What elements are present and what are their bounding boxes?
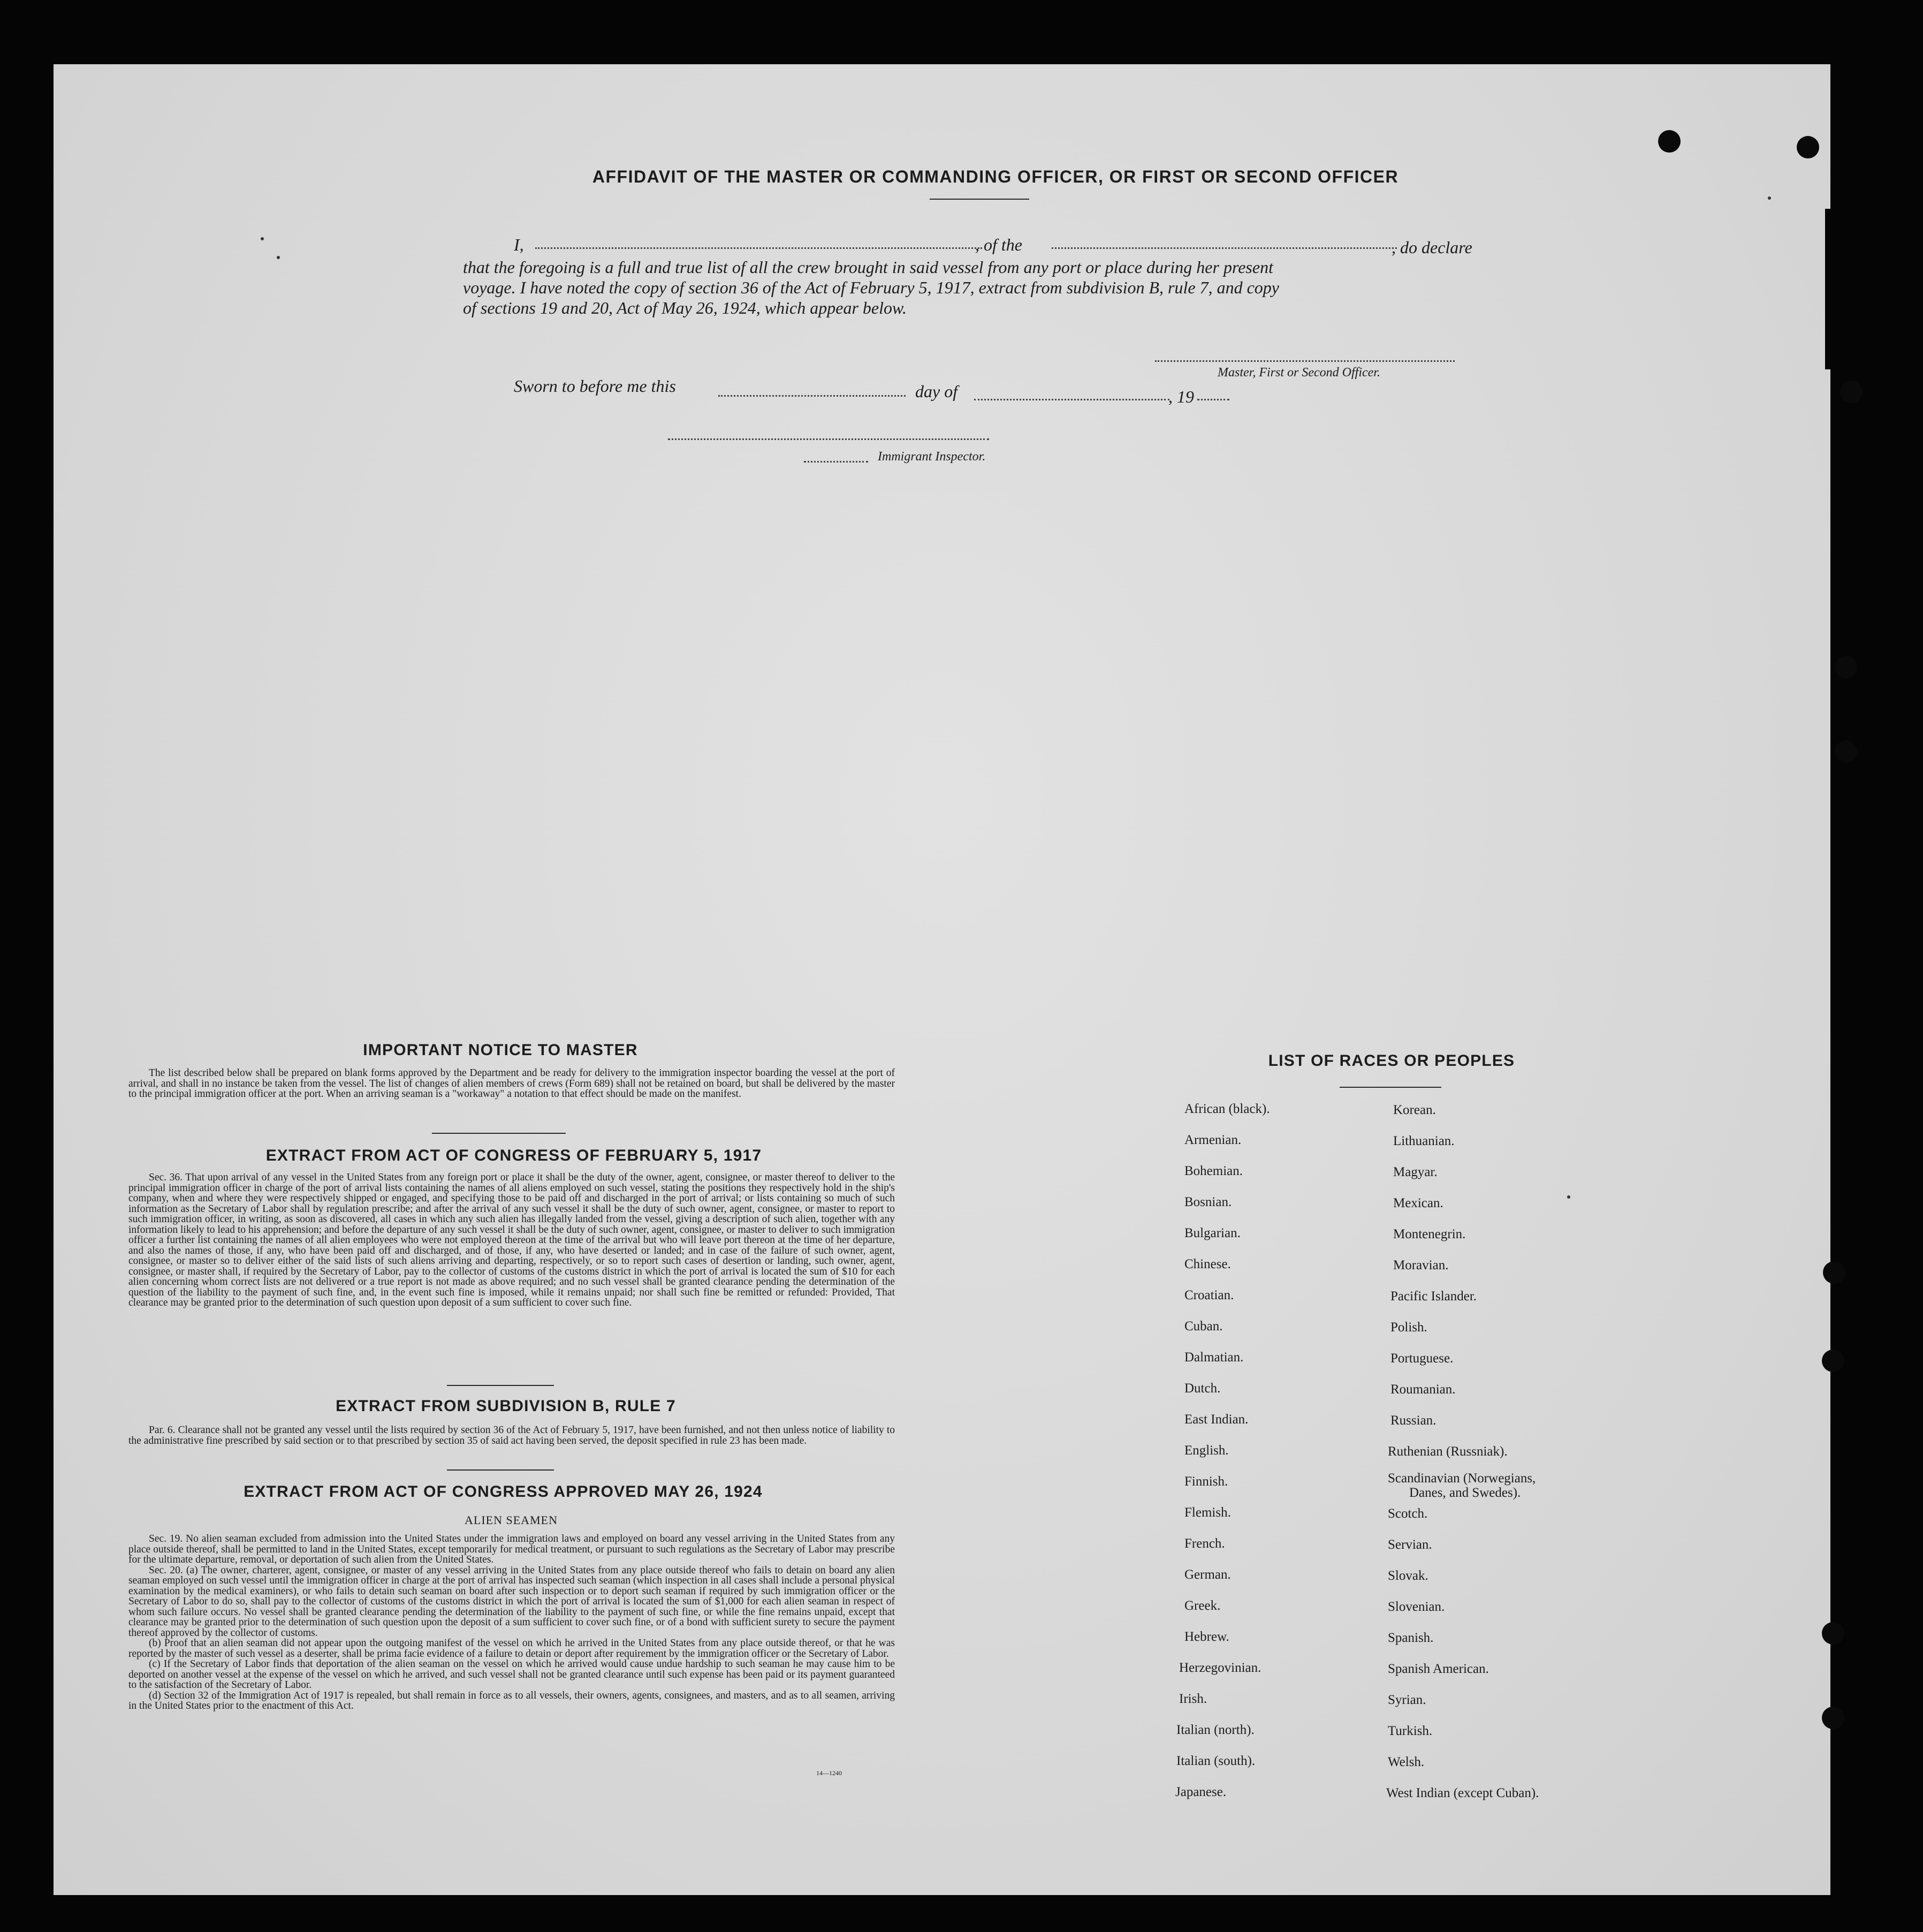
- race-left: Cuban.: [1184, 1319, 1223, 1334]
- race-left: Dutch.: [1184, 1381, 1221, 1396]
- vessel-blank[interactable]: [1052, 247, 1397, 249]
- race-left: Herzegovinian.: [1179, 1661, 1261, 1675]
- race-left: French.: [1184, 1536, 1225, 1551]
- extract-1917-rule: [447, 1385, 554, 1386]
- punch-hole: [1822, 1350, 1844, 1372]
- races-title: LIST OF RACES OR PEOPLES: [1268, 1052, 1515, 1070]
- affidavit-line4: of sections 19 and 20, Act of May 26, 1924, which appear below.: [463, 298, 907, 317]
- affidavit-line3: voyage. I have noted the copy of section 36 of the Act of February 5, 1917, extract from subdivision B, rule 7, and copy: [463, 278, 1279, 297]
- race-left: Armenian.: [1184, 1133, 1242, 1147]
- master-label: Master, First or Second Officer.: [1218, 366, 1380, 380]
- inspector-prefix-dots: [804, 461, 868, 463]
- race-left: Bulgarian.: [1184, 1226, 1241, 1240]
- punch-hole: [1658, 130, 1681, 153]
- race-right: Turkish.: [1388, 1724, 1433, 1738]
- master-signature-blank[interactable]: [1155, 360, 1455, 362]
- rule7-text: Par. 6. Clearance shall not be granted any vessel until the lists required by section 36 of the Act of February 5, 1917, have been furnished, and not then unless notice of liability to the administrative fine prescribed by said section or to that prescribed by section 35 of said act having been served, the deposit specified in rule 23 has been made.: [128, 1425, 895, 1446]
- race-right: Scandinavian (Norwegians,: [1388, 1471, 1536, 1486]
- race-left: African (black).: [1184, 1102, 1270, 1116]
- sec-20a-text: Sec. 20. (a) The owner, charterer, agent, consignee, or master of any vessel arriving in the United States from any place outside thereof who fails to detain on board any alien seaman employed on such vessel until the immigration officer in charge at the port of arrival has inspected such seaman (which inspection in all cases shall include a personal physical examination by the medical examiners), or who fails to detain such seaman on board after such inspection or to deport such seaman if required by such immigration officer or the Secretary of Labor to do so, shall pay to the collector of customs of the customs district in which the port of arrival is located the sum of $1,000 for each alien seaman in respect of whom such failure occurs. No vessel shall be granted clearance pending the determination of the liability to the payment of such fine, or while the fine remains unpaid, except that clearance may be granted prior to the determination of such question upon the deposit of a sum sufficient to cover such fine, or of a bond with sufficient surety to secure the payment thereof approved by the collector of customs.: [128, 1564, 895, 1639]
- affidavit-line2: that the foregoing is a full and true list of all the crew brought in said vessel from any port or place during her present: [463, 257, 1273, 277]
- punch-hole: [1835, 740, 1857, 763]
- inspector-signature-blank[interactable]: [668, 438, 989, 440]
- race-right: Spanish American.: [1388, 1662, 1489, 1676]
- race-right: Danes, and Swedes).: [1409, 1486, 1521, 1500]
- sec-19-text: Sec. 19. No alien seaman excluded from admission into the United States under the immigration laws and employed on board any vessel arriving in the United States from any place outside thereof, shall be permitted to land in the United States, except temporarily for medical treatment, or pursuant to such regulations as the Secretary of Labor may prescribe for the ultimate departure, removal, or deportation of such alien from the United States.: [128, 1533, 895, 1565]
- form-number: 14—1240: [816, 1769, 842, 1777]
- race-right: West Indian (except Cuban).: [1386, 1786, 1539, 1800]
- race-right: Polish.: [1390, 1320, 1427, 1335]
- race-right: Scotch.: [1388, 1506, 1428, 1521]
- notice-rule: [432, 1133, 566, 1134]
- punch-hole: [1823, 1261, 1845, 1284]
- sworn-day-blank[interactable]: [718, 395, 906, 397]
- alien-seamen-subtitle: ALIEN SEAMEN: [465, 1513, 558, 1527]
- race-right: Welsh.: [1388, 1755, 1425, 1769]
- notice-text: The list described below shall be prepared on blank forms approved by the Department and be ready for delivery to the immigration inspector boarding the vessel at the port of arrival, and shall in no instance be taken from the vessel. The list of changes of alien members of crews (Form 689) shall not be retained on board, but shall be delivered by the master to the principal immigration officer at the port. When an arriving seaman is a "workaway" a notation to that effect should be made on the manifest.: [128, 1067, 895, 1100]
- name-blank[interactable]: [535, 247, 982, 249]
- race-right: Slovenian.: [1388, 1600, 1445, 1614]
- race-left: Flemish.: [1184, 1505, 1231, 1520]
- sworn-month-blank[interactable]: [974, 399, 1169, 400]
- sworn-prefix: Sworn to before me this: [514, 376, 676, 396]
- punch-hole: [1835, 656, 1857, 678]
- race-left: Dalmatian.: [1184, 1350, 1244, 1365]
- extract-1917-body: [128, 1172, 895, 1308]
- race-right: Moravian.: [1393, 1258, 1449, 1272]
- race-right: Roumanian.: [1390, 1382, 1456, 1397]
- race-right: Syrian.: [1388, 1693, 1426, 1707]
- inspector-label: Immigrant Inspector.: [878, 450, 986, 464]
- speck: [1567, 1195, 1570, 1199]
- race-right: Russian.: [1390, 1413, 1436, 1428]
- race-left: Italian (south).: [1176, 1754, 1256, 1768]
- torn-edge: [1825, 209, 1923, 369]
- race-right: Servian.: [1388, 1537, 1432, 1552]
- race-left: Hebrew.: [1184, 1630, 1229, 1644]
- speck: [1768, 196, 1771, 200]
- races-rule: [1340, 1087, 1441, 1088]
- race-left: Greek.: [1184, 1598, 1221, 1613]
- affidavit-title-rule: [930, 199, 1029, 200]
- race-left: Bosnian.: [1184, 1195, 1232, 1209]
- race-right: Slovak.: [1388, 1569, 1428, 1583]
- race-left: Finnish.: [1184, 1474, 1228, 1489]
- year-blank[interactable]: [1197, 399, 1229, 400]
- race-right: Pacific Islander.: [1390, 1289, 1477, 1304]
- affidavit-line1-i: I,: [514, 235, 524, 254]
- speck: [277, 256, 280, 259]
- affidavit-line1-do-declare: , do declare: [1392, 238, 1472, 257]
- punch-hole: [1797, 136, 1819, 158]
- race-left: Croatian.: [1184, 1288, 1234, 1302]
- affidavit-line1-of-the: , of the: [975, 235, 1022, 254]
- speck: [261, 237, 264, 240]
- race-left: Irish.: [1179, 1692, 1207, 1706]
- rule7-body: [128, 1425, 895, 1446]
- race-left: Bohemian.: [1184, 1164, 1243, 1178]
- extract-1917-title: EXTRACT FROM ACT OF CONGRESS OF FEBRUARY 5, 1917: [265, 1147, 762, 1164]
- affidavit-title: AFFIDAVIT OF THE MASTER OR COMMANDING OFFICER, OR FIRST OR SECOND OFFICER: [592, 167, 1399, 186]
- extract-1924-title: EXTRACT FROM ACT OF CONGRESS APPROVED MAY 26, 1924: [244, 1483, 763, 1501]
- race-right: Korean.: [1393, 1103, 1436, 1117]
- race-right: Ruthenian (Russniak).: [1388, 1444, 1508, 1459]
- race-left: English.: [1184, 1443, 1229, 1458]
- day-of-label: day of: [915, 382, 958, 401]
- year-prefix: , 19: [1168, 387, 1194, 406]
- race-left: Italian (north).: [1176, 1723, 1255, 1737]
- race-left: German.: [1184, 1567, 1231, 1582]
- rule7-title: EXTRACT FROM SUBDIVISION B, RULE 7: [336, 1397, 676, 1415]
- race-right: Magyar.: [1393, 1165, 1438, 1179]
- race-right: Spanish.: [1388, 1631, 1434, 1645]
- rule7-rule: [447, 1469, 554, 1471]
- punch-hole: [1822, 1622, 1844, 1645]
- race-left: Japanese.: [1175, 1785, 1227, 1799]
- race-right: Montenegrin.: [1393, 1227, 1466, 1241]
- punch-hole: [1840, 381, 1863, 403]
- race-right: Mexican.: [1393, 1196, 1443, 1210]
- sec-20d-text: (d) Section 32 of the Immigration Act of 1917 is repealed, but shall remain in force as to all vessels, their owners, agents, consignees, and masters, and as to all seamen, arriving in the United States prior to the enactment of this Act.: [128, 1689, 895, 1711]
- race-right: Lithuanian.: [1393, 1134, 1455, 1148]
- extract-1917-text: Sec. 36. That upon arrival of any vessel in the United States from any foreign port or place it shall be the duty of the owner, agent, consignee, or master thereof to deliver to the principal immigration officer in charge of the port of arrival lists containing the names of all aliens employed on such vessel, stating the positions they respectively hold in the ship's company, when and where they were respectively shipped or engaged, and specifying those to be paid off and discharged in the port of arrival; or lists containing so much of such information as the Secretary of Labor shall by regulation prescribe; and after the arrival of any such vessel it shall be the duty of such owner, agent, consignee, or master to report to such immigration officer, in writing, as soon as discovered, all cases in which any such alien has illegally landed from the vessel, giving a description of such alien, together with any information likely to lead to his apprehension; and before the departure of any such vessel it shall be the duty of such owner, agent, consignee, or master to deliver to such immigration officer a further list containing the names of all alien employees who were not employed thereon at the time of the arrival but who will leave port thereon at the time of her departure, and also the names of those, if any, who have been paid off and discharged, and of those, if any, who have deserted or landed; and in case of the failure of such owner, agent, consignee, or master so to deliver either of the said lists of such aliens arriving and departing, respectively, or so to report such cases of desertion or landing, such owner, agent, consignee, or master shall, if required by the Secretary of Labor, pay to the collector of customs of the customs district in which the port of arrival is located the sum of $10 for each alien concerning whom correct lists are not delivered or a true report is not made as above required; and no such vessel shall be granted clearance pending the determination of the question of the liability to the payment of such fine, and, in the event such fine is imposed, while it remains unpaid; nor shall such fine be remitted or refunded: Provided, That clearance may be granted prior to the determination of such question upon deposit of a sum sufficient to cover such fine.: [128, 1172, 895, 1308]
- punch-hole: [1822, 1707, 1844, 1729]
- race-right: Portuguese.: [1390, 1351, 1454, 1366]
- extract-1924-body: [128, 1534, 895, 1711]
- sec-20c-text: (c) If the Secretary of Labor finds that deportation of the alien seaman on the vessel on which he arrived would cause undue hardship to such seaman he may cause him to be deported on another vessel at the expense of the vessel on which he arrived, and such vessel shall not be granted clearance until such expense has been paid or its payment guaranteed to the satisfaction of the Secretary of Labor.: [128, 1658, 895, 1691]
- sec-20b-text: (b) Proof that an alien seaman did not appear upon the outgoing manifest of the vessel on which he arrived in the United States from any place outside thereof, or that he was reported by the master of such vessel as a deserter, shall be prima facie evidence of a failure to detain or deport after requirement by the immigration officer or the Secretary of Labor.: [128, 1638, 895, 1660]
- notice-title: IMPORTANT NOTICE TO MASTER: [363, 1041, 638, 1059]
- race-left: East Indian.: [1184, 1412, 1249, 1427]
- notice-body: [128, 1068, 895, 1100]
- race-left: Chinese.: [1184, 1257, 1231, 1271]
